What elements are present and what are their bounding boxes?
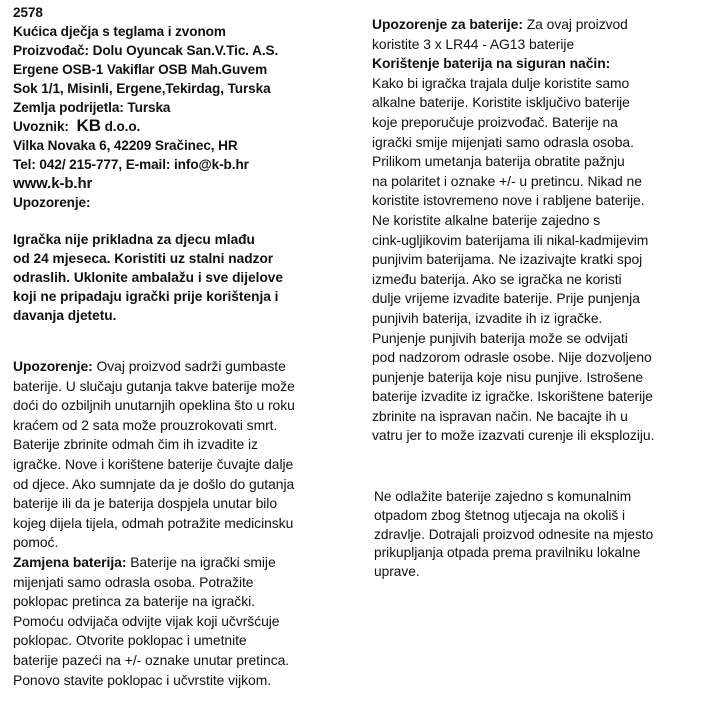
battery-replace-line: poklopac. Otvorite poklopac i umetnite (13, 632, 247, 649)
battery-type-first-line (372, 15, 712, 35)
disposal-line: zdravlje. Dotrajali proizvod odnesite na mjesto (374, 526, 654, 542)
importer-address: Vilka Novaka 6, 42209 Sračinec, HR (13, 138, 238, 154)
safe-use-line: alkalne baterije. Koristite isključivo baterije (372, 94, 630, 111)
battery-replace-line: mijenjati samo odrasla osoba. Potražite (13, 573, 254, 590)
website-link[interactable]: www.k-b.hr (13, 175, 93, 193)
age-warning-line: Igračka nije prikladna za djecu mlađu (13, 232, 255, 247)
disposal-line: Ne odlažite baterije zajedno s komunalnim (374, 489, 632, 504)
battery-replace-line: Pomoću odvijača odvijte vijak koji učvršćuje (13, 612, 280, 629)
battery-swallow-line: Baterije zbrinite odmah čim ih izvadite iz (13, 436, 258, 453)
disposal-notice (374, 488, 710, 582)
country-of-origin: Zemlja podrijetla: Turska (13, 99, 171, 115)
safe-use-line: Punjenje punjivih baterija može se odvijati (372, 329, 628, 346)
safe-use-line: dulje vrijeme izvadite baterije. Prije punjenja (372, 290, 640, 307)
manufacturer-address-1: Ergene OSB-1 Vakiflar OSB Mah.Guvem (13, 61, 268, 77)
battery-swallow-line: baterije ili da je baterija dospjela unutar bilo (13, 495, 278, 512)
age-warning-line: koji ne pripadaju igrački prije korištenja i (13, 289, 279, 304)
disposal-line: uprave. (374, 564, 420, 580)
importer-line (13, 117, 363, 137)
battery-swallow-line: od djece. Ako sumnjate da je došlo do gutanja (13, 475, 295, 492)
safe-use-line: Prilikom umetanja baterija obratite pažnju (372, 153, 625, 170)
battery-replace-first-line (13, 553, 365, 573)
importer-contact: Tel: 042/ 215-777, E-mail: info@k-b.hr (13, 157, 249, 173)
product-name: Kućica dječja s teglama i zvonom (13, 23, 226, 39)
disposal-line: otpadom zbog štetnog utjecaja na okoliš i (374, 507, 626, 523)
importer-label: Uvoznik: (13, 119, 69, 135)
product-code: 2578 (13, 5, 43, 20)
battery-swallow-line: kraćem od 2 sata može prouzrokovati smrt. (13, 416, 278, 433)
safe-use-line: pod nadzorom odrasle osobe. Nije dozvoljeno (372, 349, 652, 366)
battery-swallow-first-line (13, 357, 365, 377)
kb-logo: KB (76, 116, 101, 136)
battery-swallow-line: baterije. U slučaju gutanja takve baterije može (13, 377, 295, 394)
battery-type-label: Upozorenje za baterije: (372, 16, 523, 32)
safe-use-line: punjivim baterijama. Ne izazivajte kratki spoj (372, 251, 643, 268)
battery-swallow-warning (13, 357, 365, 690)
safe-use-line: baterije izvadite iz igračke. Iskorištene baterije (372, 388, 653, 405)
age-warning (13, 230, 363, 325)
disposal-line: prikupljanja otpada prema pravilniku lokalne (374, 545, 641, 561)
safe-use-line: punjenje baterija koje nisu punjive. Istrošene (372, 368, 644, 385)
battery-replace-label: Zamjena baterija: (13, 553, 127, 570)
safe-use-line: cink-ugljikovim baterijama ili nikal-kadmijevim (372, 231, 649, 248)
safe-use-line: Kako bi igračka trajala dulje koristite samo (372, 74, 630, 91)
battery-replace-text: Baterije na igrački smije (126, 553, 276, 570)
importer-suffix: d.o.o. (104, 119, 141, 135)
safe-use-line: između baterija. Ako se igračka ne koristi (372, 270, 622, 287)
battery-replace-line: baterije pazeći na +/- oznake unutar pretinca. (13, 651, 290, 668)
safe-use-line: igrački smije mijenjati samo odrasla osoba. (372, 133, 634, 150)
age-warning-line: odraslih. Uklonite ambalažu i sve dijelove (13, 270, 284, 285)
safe-use-line: zbrinite na ispravan način. Ne bacajte ih u (372, 407, 628, 424)
manufacturer-line: Proizvođač: Dolu Oyuncak San.V.Tic. A.S. (13, 42, 279, 58)
battery-safety (372, 15, 712, 446)
safe-use-line: vatru jer to može izazvati curenje ili eksploziju. (372, 427, 655, 444)
age-warning-line: od 24 mjeseca. Koristiti uz stalni nadzor (13, 251, 274, 266)
safe-use-line: na polaritet i oznake +/- u pretincu. Nikad ne (372, 172, 642, 189)
battery-swallow-line: pomoć. (13, 534, 59, 551)
battery-swallow-line: igračke. Nove i korištene baterije čuvajte dalje (13, 455, 294, 472)
manufacturer-address-2: Sok 1/1, Misinli, Ergene,Tekirdag, Turska (13, 80, 271, 96)
safe-use-title: Korištenje baterija na siguran način: (372, 55, 611, 72)
battery-type-text: Za ovaj proizvod (522, 16, 628, 32)
battery-swallow-label: Upozorenje: (13, 358, 93, 374)
battery-swallow-text: Ovaj proizvod sadrži gumbaste (92, 358, 286, 374)
safe-use-line: punjivih baterija, izvadite ih iz igračke. (372, 309, 603, 326)
age-warning-line: davanja djetetu. (13, 308, 117, 323)
battery-replace-line: poklopac pretinca za baterije na igrački. (13, 593, 255, 610)
battery-replace-line: Ponovo stavite poklopac i učvrstite vijkom. (13, 671, 272, 688)
safe-use-line: koristite istovremeno nove i rabljene baterije. (372, 192, 645, 209)
battery-swallow-line: kojeg dijela tijela, odmah potražite medicinsku (13, 514, 294, 531)
product-header (13, 4, 363, 213)
battery-type-line: koristite 3 x LR44 - AG13 baterije (372, 35, 575, 52)
battery-swallow-line: doći do ozbiljnih unutarnjih opeklina što u roku (13, 397, 295, 414)
warning-title: Upozorenje: (13, 195, 91, 211)
safe-use-line: koje preporučuje proizvođač. Baterije na (372, 113, 618, 130)
safe-use-line: Ne koristite alkalne baterije zajedno s (372, 211, 601, 228)
